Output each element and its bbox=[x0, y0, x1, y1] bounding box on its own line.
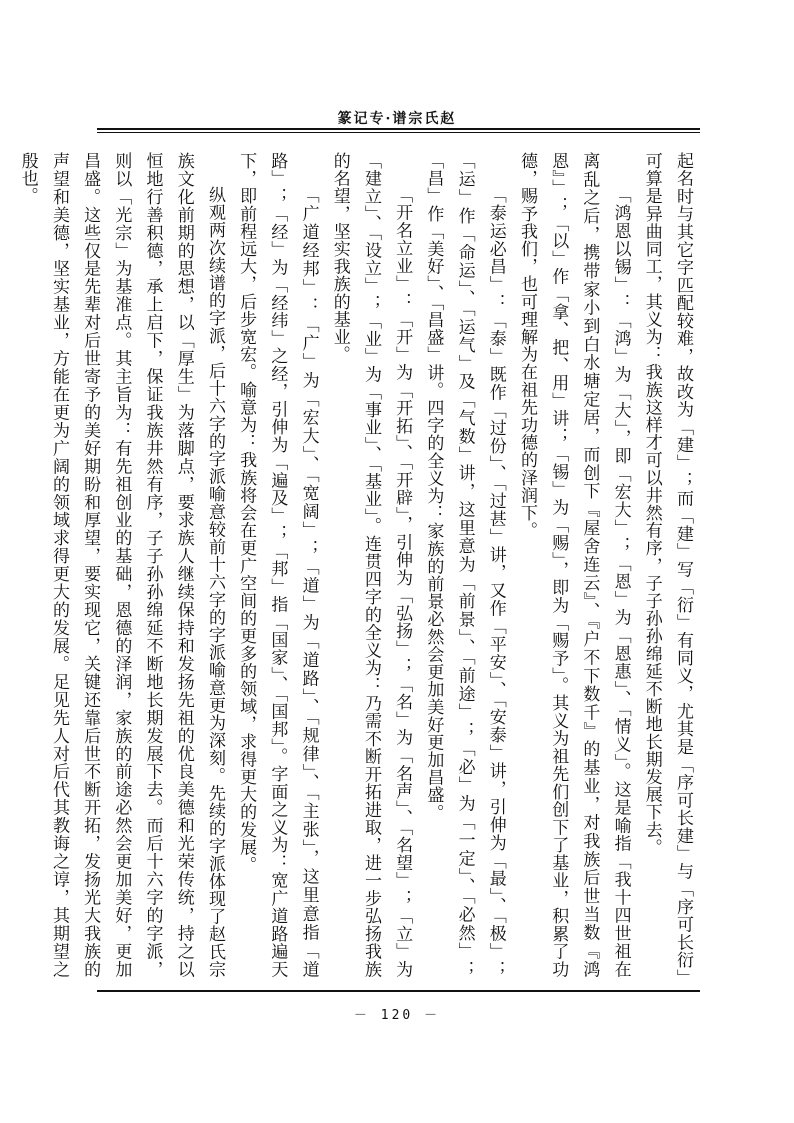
page-number: － 120 － bbox=[353, 1008, 441, 1023]
header-rule-thin bbox=[97, 132, 700, 133]
header-rule bbox=[97, 128, 700, 130]
paragraph-kai-ming-li-ye: 「开名立业」：「开」为「开拓」、「开辟」，引伸为「弘扬」；「名」为「名声」、「名望」；「立」为「建立」、「设立」；「业」为「事业」、「基业」。连贯四字的全义为：乃需不断开拓进取，进一步弘扬我族的名望，坚实我族的基业。 bbox=[329, 152, 413, 978]
paragraph-guang-dao-jing-bang: 「广道经邦」：「广」为「宏大」、「宽阔」；「道」为「道路」、「规律」、「主张」，这里意指「道路」；「经」为「经纬」之经，引伸为「遍及」；「邦」指「国家」、「国邦」。字面之义为：宽广道路遍天下，即前程远大，后步宽宏。喻意为：我族将会在更广空间的更多的领域，求得更大的发展。 bbox=[236, 152, 319, 978]
paragraph-continuation: 起名时与其它字匹配较难，故改为「建」；而「建」写「衍」有同义，尤其是「序可长建」与「序可长衍」可算是异曲同工，其义为：我族这样才可以井然有序，子子孙孙绵延不断地长期发展下去。 bbox=[641, 152, 693, 978]
paragraph-hong-en-yi-xi: 「鸿恩以锡」：「鸿」为「大」，即「宏大」；「恩」为「恩惠」、「情义」。这是喻指「我十四世祖在离乱之后，携带家小到白水塘定居，而创下『屋舍连云』、『户不下数千』的基业，对我族后世当数『鸿恩』」；「以」作「拿、把、用」讲；「锡」为「赐」，即为「赐予」。其义为祖先们创下了基业，积累了功德，赐予我们，也可理解为在祖先功德的泽润下。 bbox=[516, 152, 631, 978]
paragraph-tai-yun-bi-chang: 「泰运必昌」：「泰」既作「过份」、「过甚」讲，又作「平安」、「安泰」讲，引伸为「最」、「极」；「运」作「命运」、「运气」及「气数」讲，这里意为「前景」、「前途」；「必」为「一定」、「必然」；「昌」作「美好」、「昌盛」讲。四字的全义为：家族的前景必然会更加美好更加昌盛。 bbox=[423, 152, 506, 978]
footer-rule bbox=[97, 990, 700, 992]
main-text-block bbox=[0, 152, 698, 978]
running-header-title: 篆记专·谱宗氏赵 bbox=[337, 111, 457, 127]
paragraph-summary: 纵观两次续谱的字派，后十六字的字派喻意较前十六字的字派喻意更为深刻。先续的字派体现了赵氏宗族文化前期的思想，以「厚生」为落脚点，要求族人继续保持和发扬先祖的优良美德和光荣传统，持之以恒地行善积德，承上启下，保证我族井然有序，子子孙孙绵延不断地长期发展下去。而后十六字的字派，则以「光宗」为基准点。其主旨为：有先祖创业的基础，恩德的泽润，家族的前途必然会更加美好，更加昌盛。这些仅是先辈对后世寄予的美好期盼和厚望，要实现它，关键还靠后世不断开拓，发扬光大我族的声望和美德，坚实基业，方能在更为广阔的领域求得更大的发展。足见先人对后代其教诲之谆，其期望之殷也。 bbox=[17, 152, 225, 978]
